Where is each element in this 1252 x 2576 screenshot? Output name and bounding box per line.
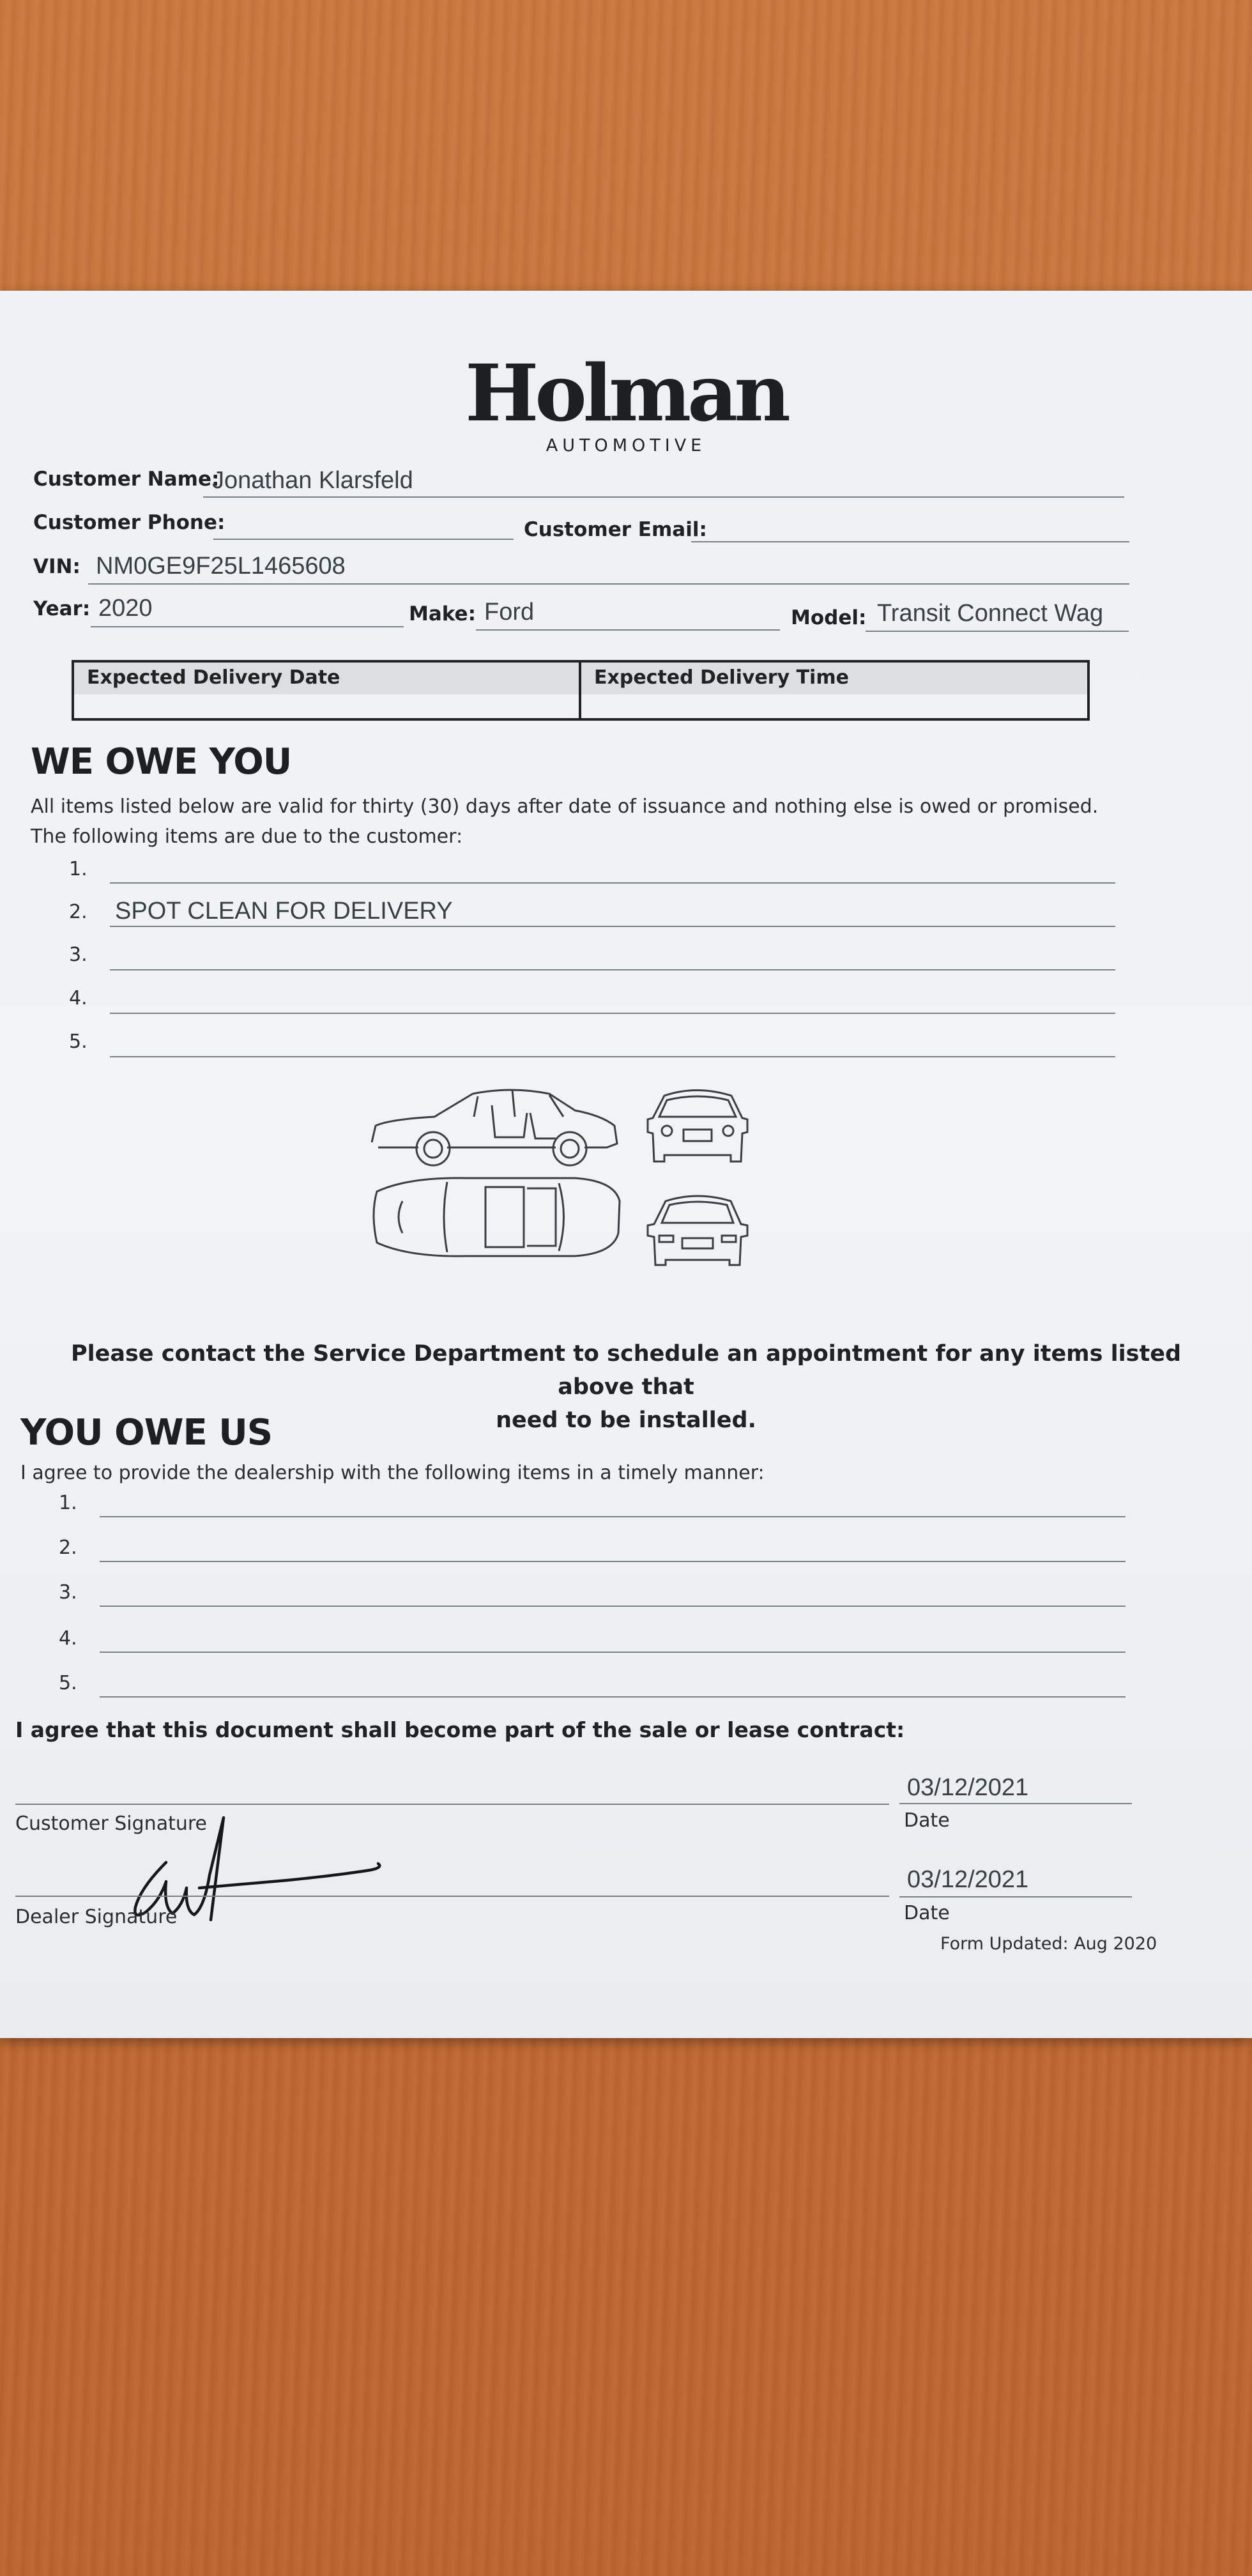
logo-wordmark: Holman: [465, 347, 787, 439]
customer-date-label: Date: [904, 1809, 950, 1832]
form-updated-note: Form Updated: Aug 2020: [940, 1934, 1157, 1954]
form-sheet: [0, 291, 1252, 2038]
customer-date-value[interactable]: 03/12/2021: [907, 1774, 1029, 1801]
vin-value[interactable]: NM0GE9F25L1465608: [96, 553, 346, 579]
we-owe-item-number: 3.: [69, 944, 88, 966]
year-line: [91, 626, 404, 627]
dealer-signature-line[interactable]: [15, 1896, 889, 1897]
customer-phone-label: Customer Phone:: [33, 511, 225, 534]
we-owe-item-value[interactable]: SPOT CLEAN FOR DELIVERY: [115, 898, 453, 924]
contract-agreement-text: I agree that this document shall become part of the sale or lease contract:: [15, 1717, 905, 1742]
customer-email-line: [691, 541, 1129, 542]
vehicle-damage-diagram: [364, 1080, 798, 1271]
you-owe-item-number: 2.: [59, 1537, 77, 1559]
we-owe-item-line: [110, 969, 1115, 970]
dealer-signature-label: Dealer Signature: [15, 1906, 178, 1928]
make-value[interactable]: Ford: [484, 599, 535, 625]
model-line: [866, 631, 1129, 632]
customer-name-label: Customer Name:: [33, 468, 220, 491]
service-notice-line1: Please contact the Service Department to schedule an appointment for any items listed above that: [70, 1341, 1182, 1400]
we-owe-validity-text: All items listed below are valid for thirty (30) days after date of issuance and nothing else is owed or promised.: [31, 795, 1099, 818]
you-owe-item-number: 4.: [59, 1627, 77, 1650]
delivery-table: [72, 660, 1090, 721]
you-owe-item-line: [100, 1696, 1126, 1698]
customer-date-line: [899, 1803, 1132, 1804]
vin-line: [88, 583, 1129, 585]
we-owe-item-line: [110, 1013, 1115, 1014]
you-owe-heading: YOU OWE US: [20, 1412, 273, 1453]
model-label: Model:: [791, 606, 867, 629]
service-notice-line2: need to be installed.: [496, 1407, 756, 1433]
you-owe-item-line: [100, 1652, 1126, 1653]
holman-logo: [0, 347, 1252, 456]
model-value[interactable]: Transit Connect Wag: [877, 600, 1104, 627]
dealer-date-line: [899, 1896, 1132, 1897]
delivery-time-cell[interactable]: [581, 663, 1087, 718]
delivery-date-label: Expected Delivery Date: [87, 666, 340, 689]
dealer-date-value[interactable]: 03/12/2021: [907, 1866, 1029, 1893]
you-owe-item-number: 5.: [59, 1672, 77, 1694]
year-value[interactable]: 2020: [98, 595, 153, 622]
delivery-time-label: Expected Delivery Time: [594, 666, 849, 689]
delivery-date-cell[interactable]: [74, 663, 581, 718]
customer-signature-label: Customer Signature: [15, 1813, 207, 1835]
car-side-view-icon: [372, 1090, 617, 1165]
you-owe-agree-text: I agree to provide the dealership with the following items in a timely manner:: [20, 1462, 765, 1484]
make-line: [476, 629, 780, 631]
customer-phone-line: [213, 539, 514, 540]
dealer-date-label: Date: [904, 1902, 950, 1924]
customer-email-label: Customer Email:: [524, 518, 707, 541]
we-owe-item-line: [110, 1056, 1115, 1057]
car-rear-view-icon: [648, 1196, 747, 1265]
you-owe-item-number: 3.: [59, 1581, 77, 1604]
we-owe-item-number: 2.: [69, 901, 88, 923]
customer-name-value[interactable]: Jonathan Klarsfeld: [212, 467, 413, 494]
we-owe-item-line: [110, 882, 1115, 884]
we-owe-item-number: 4.: [69, 987, 88, 1009]
year-label: Year:: [33, 597, 91, 620]
we-owe-item-line: [110, 926, 1115, 927]
you-owe-item-line: [100, 1561, 1126, 1562]
you-owe-item-line: [100, 1606, 1126, 1607]
we-owe-item-number: 1.: [69, 858, 88, 880]
customer-name-line: [203, 496, 1124, 498]
we-owe-item-number: 5.: [69, 1031, 88, 1053]
we-owe-due-text: The following items are due to the customer:: [31, 825, 463, 848]
car-top-view-icon: [374, 1178, 620, 1256]
we-owe-heading: WE OWE YOU: [31, 741, 292, 783]
you-owe-item-line: [100, 1516, 1126, 1517]
make-label: Make:: [409, 602, 476, 625]
car-front-view-icon: [648, 1091, 747, 1162]
you-owe-item-number: 1.: [59, 1492, 77, 1514]
logo-subtitle: AUTOMOTIVE: [546, 436, 706, 456]
vin-label: VIN:: [33, 555, 80, 578]
